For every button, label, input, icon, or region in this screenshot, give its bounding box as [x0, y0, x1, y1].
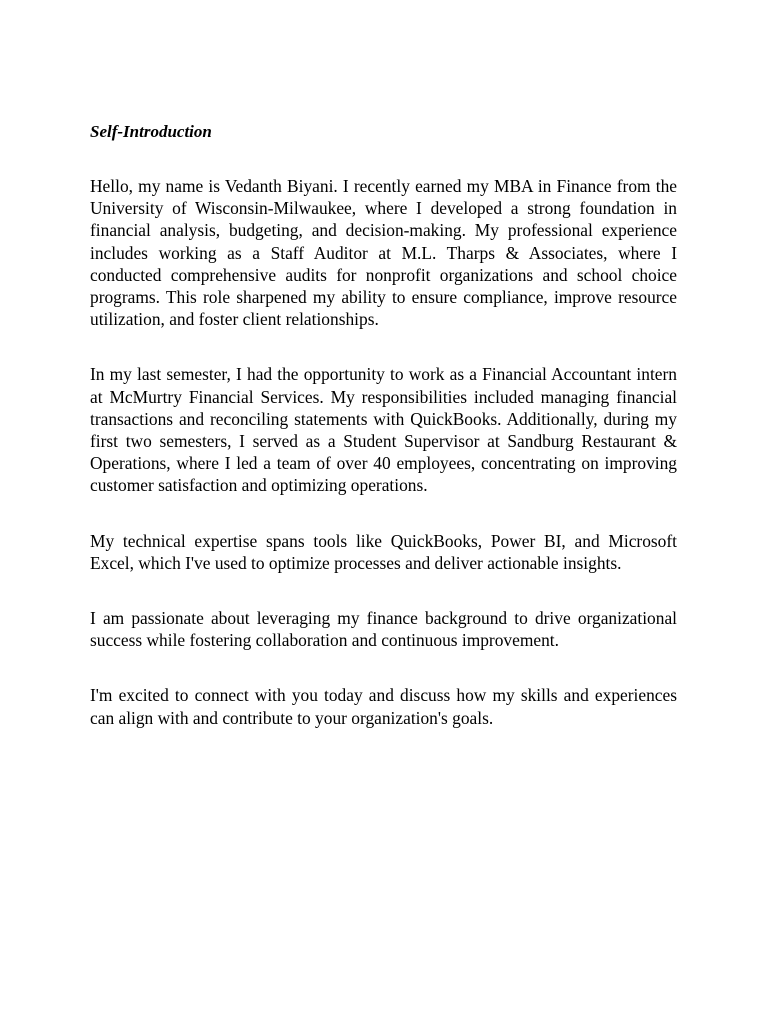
paragraph-experience: In my last semester, I had the opportunity to work as a Financial Accountant intern at McMurtry Financial Services. My responsibilities included managing financial transactions and reconciling statements with QuickBooks. Additionally, during my first two semesters, I served as a Student Supervisor at Sandburg Restaurant & Operations, where I led a team of over 40 employees, concentrating on improving customer satisfaction and optimizing operations. — [90, 364, 677, 496]
paragraph-technical-skills: My technical expertise spans tools like QuickBooks, Power BI, and Microsoft Excel, which I've used to optimize processes and deliver actionable insights. — [90, 530, 677, 573]
paragraph-passion: I am passionate about leveraging my finance background to drive organizational success while fostering collaboration and continuous improvement. — [90, 608, 677, 651]
paragraph-closing: I'm excited to connect with you today and discuss how my skills and experiences can align with and contribute to your organization's goals. — [90, 685, 677, 728]
document-title: Self-Introduction — [90, 122, 212, 141]
document-body — [90, 120, 677, 762]
paragraph-intro: Hello, my name is Vedanth Biyani. I recently earned my MBA in Finance from the University of Wisconsin-Milwaukee, where I developed a strong foundation in financial analysis, budgeting, and decision-making. My professional experience includes working as a Staff Auditor at M.L. Tharps & Associates, where I conducted comprehensive audits for nonprofit organizations and school choice programs. This role sharpened my ability to ensure compliance, improve resource utilization, and foster client relationships. — [90, 176, 677, 330]
